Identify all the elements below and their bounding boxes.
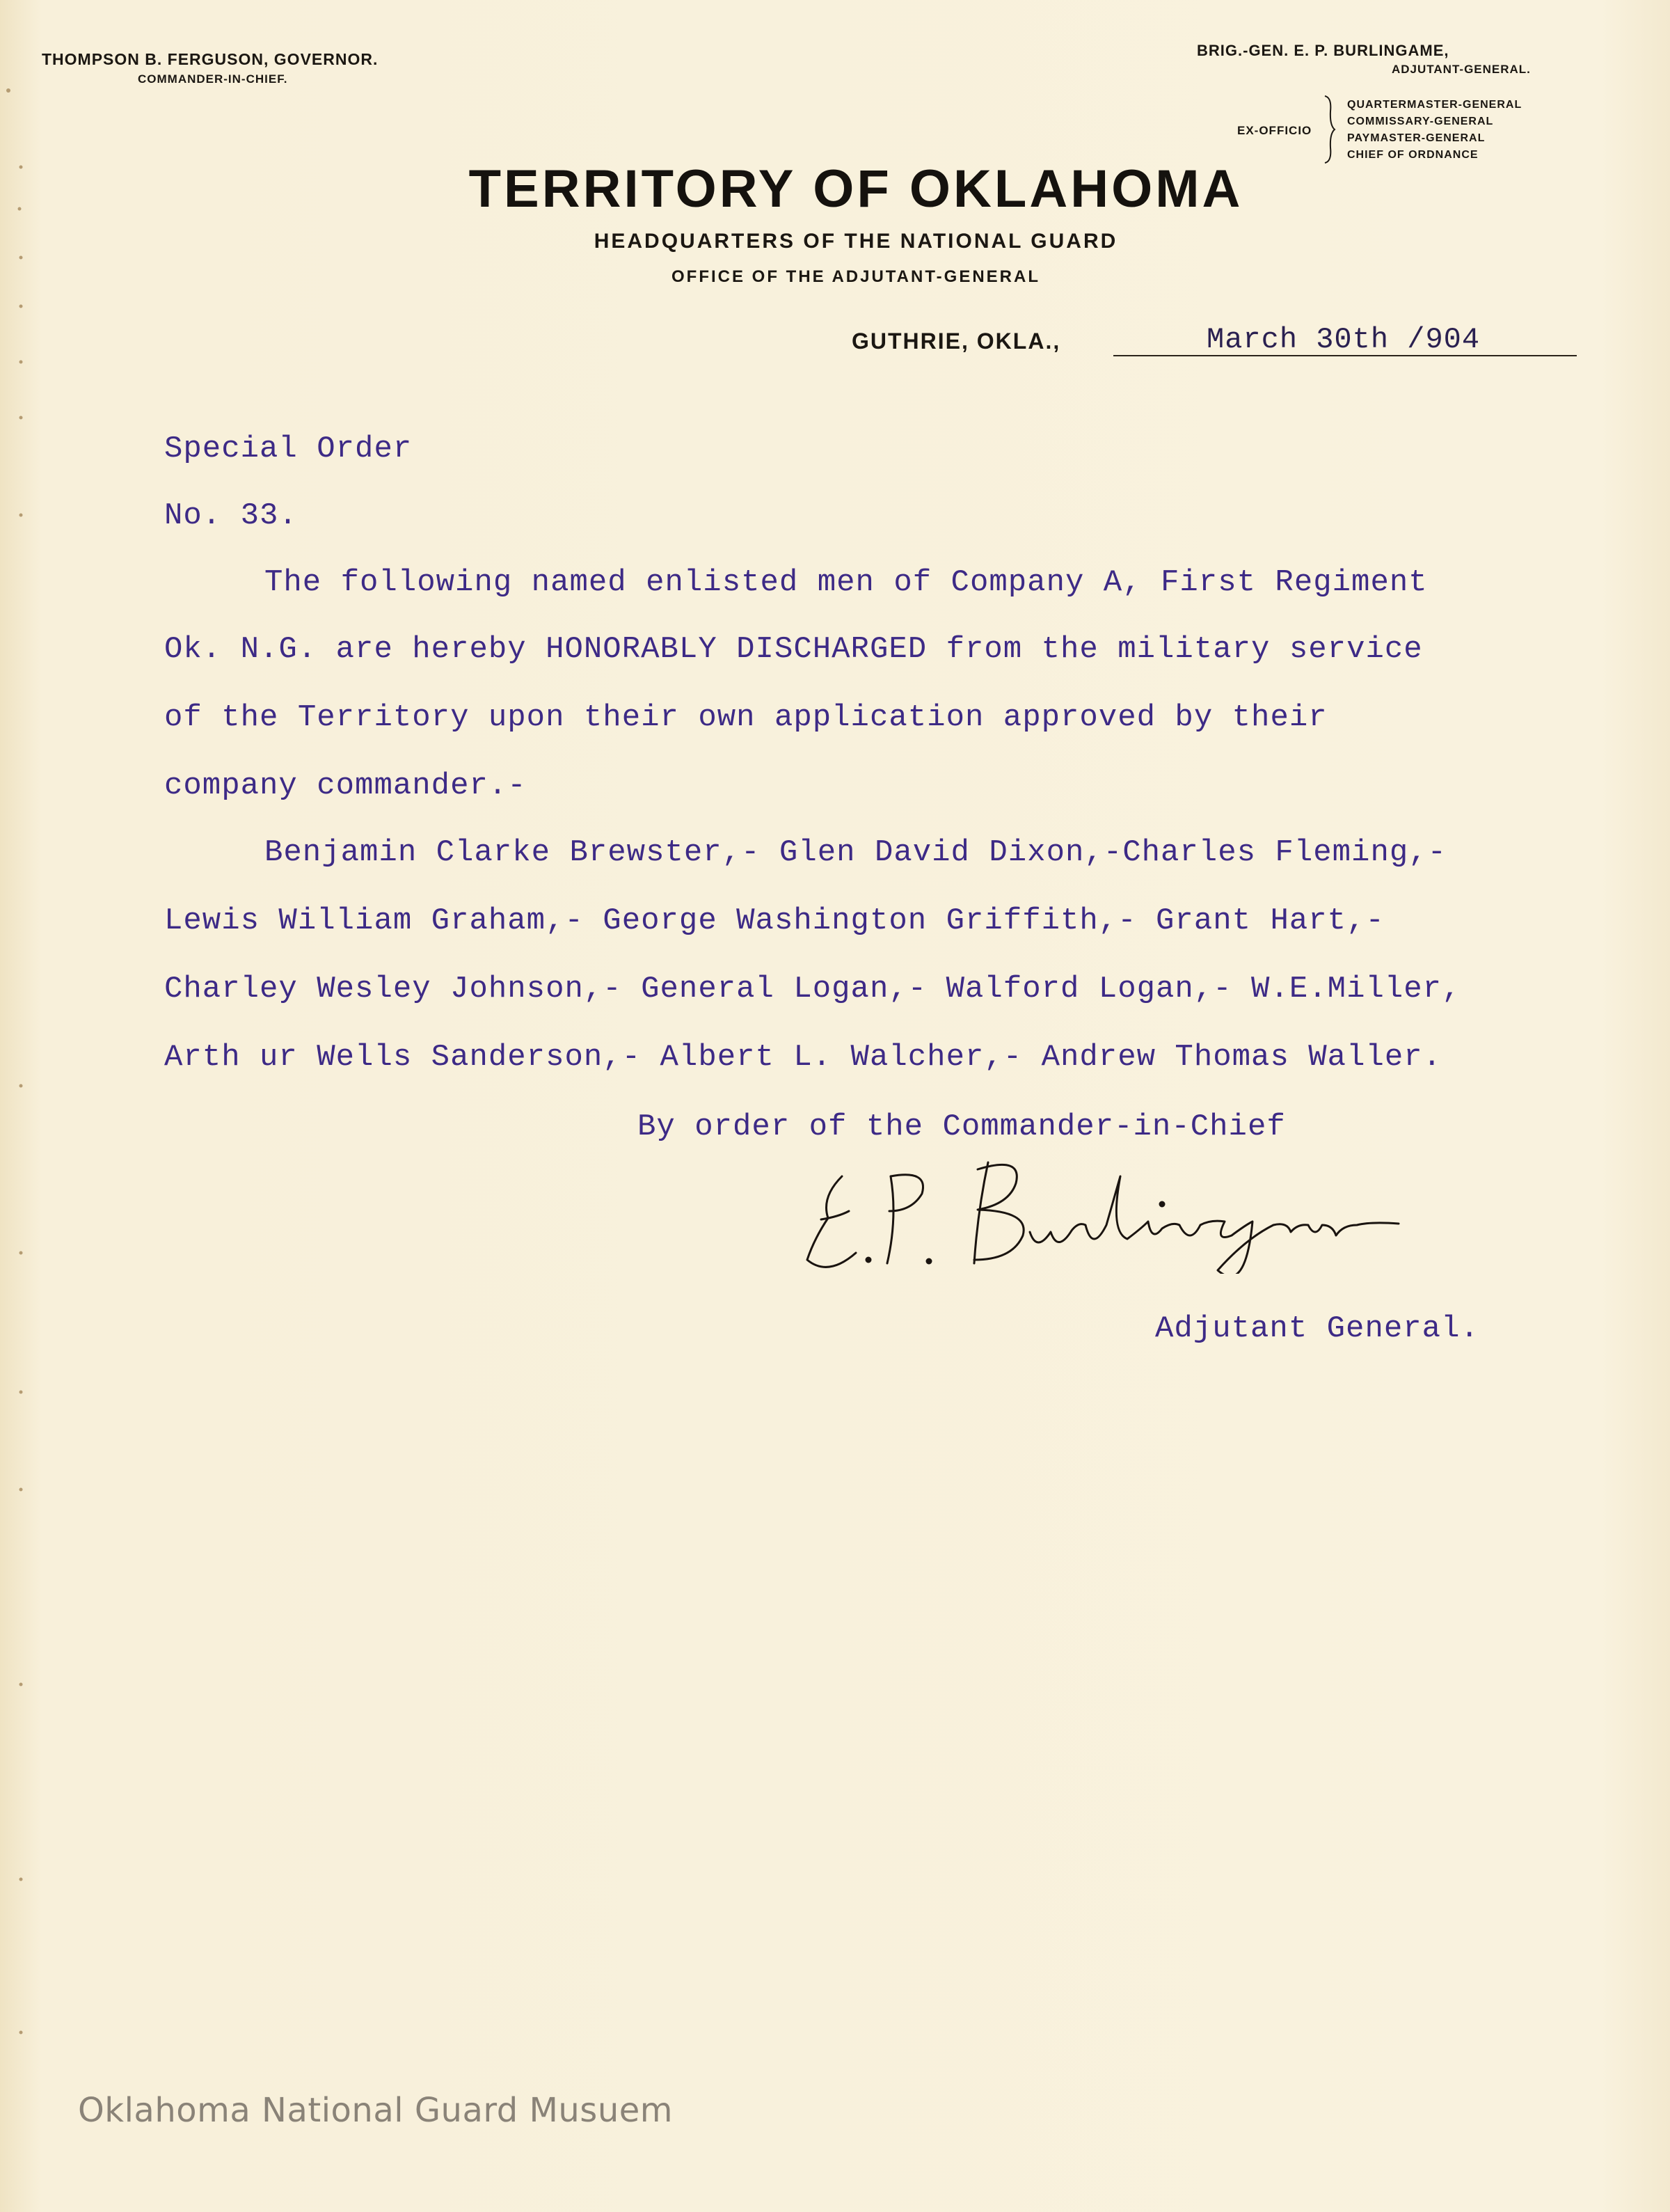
ex-officio-role: COMMISSARY-GENERAL: [1347, 116, 1494, 127]
brace-glyph: [1322, 95, 1336, 164]
letterhead-subtitle: HEADQUARTERS OF THE NATIONAL GUARD: [594, 230, 1118, 253]
governor-line: THOMPSON B. FERGUSON, GOVERNOR.: [42, 50, 379, 68]
signatory-title: Adjutant General.: [1155, 1311, 1479, 1346]
body-line: Ok. N.G. are hereby HONORABLY DISCHARGED from the military service: [164, 632, 1423, 667]
adjutant-line: BRIG.-GEN. E. P. BURLINGAME,: [1197, 42, 1449, 59]
authority-line: By order of the Commander-in-Chief: [637, 1109, 1286, 1144]
place-label: GUTHRIE, OKLA.,: [852, 329, 1061, 354]
names-line: Lewis William Graham,- George Washington Griffith,- Grant Hart,-: [164, 903, 1385, 938]
names-line: Charley Wesley Johnson,- General Logan,- Walford Logan,- W.E.Miller,: [164, 972, 1461, 1006]
watermark: Oklahoma National Guard Musuem: [78, 2091, 674, 2130]
letterhead-office: OFFICE OF THE ADJUTANT-GENERAL: [671, 267, 1040, 286]
body-line: The following named enlisted men of Company A, First Regiment: [264, 565, 1428, 600]
ex-officio-label: EX-OFFICIO: [1237, 124, 1312, 137]
order-number: No. 33.: [164, 498, 298, 533]
ex-officio-role: QUARTERMASTER-GENERAL: [1347, 99, 1522, 111]
body-line: of the Territory upon their own application approved by their: [164, 700, 1328, 735]
names-line: Arth ur Wells Sanderson,- Albert L. Walcher,- Andrew Thomas Waller.: [164, 1040, 1442, 1075]
ex-officio-role: CHIEF OF ORDNANCE: [1347, 149, 1479, 161]
adjutant-title: ADJUTANT-GENERAL.: [1392, 63, 1531, 76]
governor-title: COMMANDER-IN-CHIEF.: [138, 72, 288, 86]
signature: [800, 1155, 1468, 1274]
punch-hole-marks: [0, 0, 42, 2212]
letterhead-title: TERRITORY OF OKLAHOMA: [468, 159, 1243, 219]
ex-officio-role: PAYMASTER-GENERAL: [1347, 132, 1486, 144]
order-heading: Special Order: [164, 432, 413, 466]
body-line: company commander.-: [164, 768, 527, 803]
names-line: Benjamin Clarke Brewster,- Glen David Dixon,-Charles Fleming,-: [264, 835, 1447, 870]
letter-date: March 30th /904: [1207, 323, 1481, 356]
